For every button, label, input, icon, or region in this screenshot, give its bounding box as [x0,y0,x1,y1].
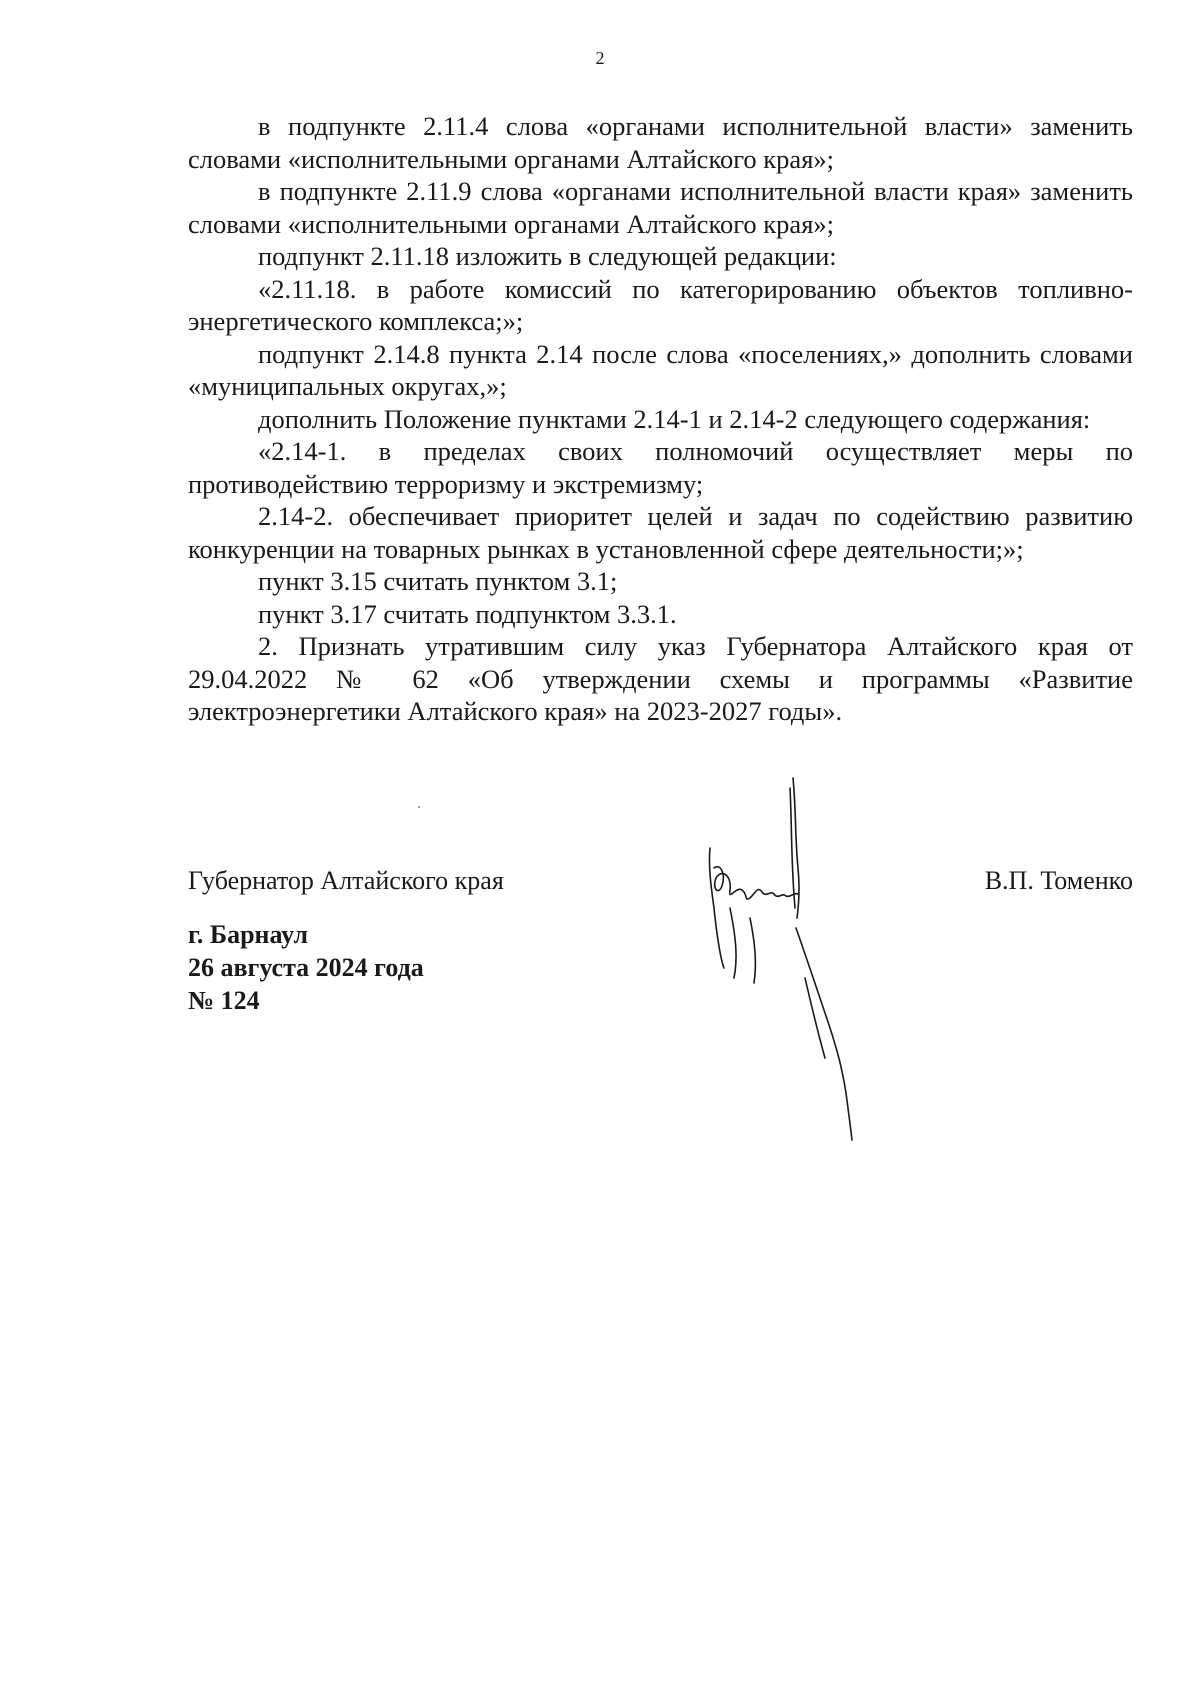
paragraph: «2.11.18. в работе комиссий по категорированию объектов топливно-энергетического комплекса;»; [188,273,1133,336]
paragraph: пункт 3.17 считать подпунктом 3.3.1. [258,598,677,629]
signatory-title: Губернатор Алтайского края [188,866,504,895]
scan-speck [418,806,420,808]
document-number: № 124 [188,986,260,1015]
city: г. Барнаул [188,920,309,949]
paragraph: подпункт 2.14.8 пункта 2.14 после слова «поселениях,» дополнить словами «муниципальных округах,»; [188,338,1133,401]
signatory-name: В.П. Томенко [984,866,1133,895]
paragraph: 2. Признать утратившим силу указ Губернатора Алтайского края от 29.04.2022 № 62 «Об утверждении схемы и программы «Развитие электроэнергетики Алтайского края» на 2023-2027 годы». [188,631,1133,726]
document-body [188,110,1133,728]
place-date-block [188,918,424,1017]
page-number: 2 [595,48,605,68]
paragraph: «2.14-1. в пределах своих полномочий осуществляет меры по противодействию терроризму и экстремизму; [188,436,1133,499]
paragraph: в подпункте 2.11.9 слова «органами исполнительной власти края» заменить словами «исполнительными органами Алтайского края»; [188,176,1133,239]
paragraph: подпункт 2.11.18 изложить в следующей редакции: [258,241,837,271]
paragraph: 2.14-2. обеспечивает приоритет целей и задач по содействию развитию конкуренции на товарных рынках в установленной сфере деятельности;»; [188,501,1133,564]
paragraph: дополнить Положение пунктами 2.14-1 и 2.14-2 следующего содержания: [258,403,1091,434]
paragraph: пункт 3.15 считать пунктом 3.1; [258,566,618,596]
paragraph: в подпункте 2.11.4 слова «органами исполнительной власти» заменить словами «исполнительными органами Алтайского края»; [188,111,1133,174]
handwritten-signature [700,768,880,1148]
date: 26 августа 2024 года [188,953,424,982]
